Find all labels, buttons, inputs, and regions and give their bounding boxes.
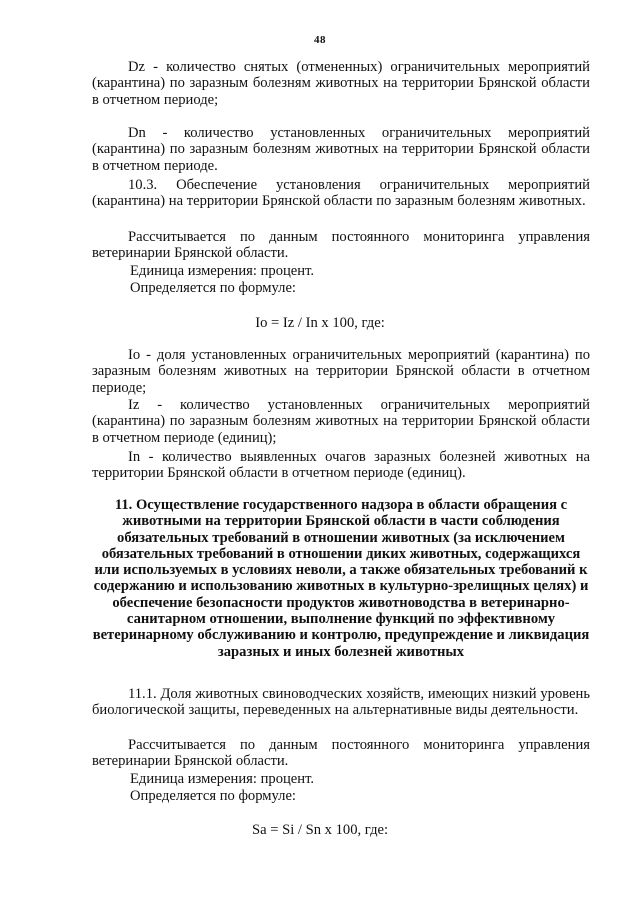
section-11-heading: 11. Осуществление государственного надзора в области обращения с животными на территории Брянской области в части соблюдения обязательных требований в отношении животных (за исключением обязательных требований в отношении диких животных, содержащихся или используемых в условиях неволи, а также обязательных требований к содержанию и использованию животных в культурно-зрелищных целях) и обеспечение безопасности продуктов животноводства в ветеринарно-санитарном отношении, выполнение функций по эффективному ветеринарному обслуживанию и контролю, предупреждение и ликвидация заразных и иных болезней животных	[92, 497, 590, 660]
formula-sa: Sa = Si / Sn x 100, где:	[251, 822, 389, 838]
formula-intro-2: Определяется по формуле:	[130, 788, 296, 804]
section-10-3: 10.3. Обеспечение установления ограничительных мероприятий (карантина) на территории Брянской области по заразным болезням животных.	[92, 177, 590, 210]
section-11-1: 11.1. Доля животных свиноводческих хозяйств, имеющих низкий уровень биологической защиты, переведенных на альтернативные виды деятельности.	[92, 686, 590, 719]
formula-intro-1: Определяется по формуле:	[130, 280, 296, 296]
definition-dz: Dz - количество снятых (отмененных) ограничительных мероприятий (карантина) по заразным болезням животных на территории Брянской области в отчетном периоде;	[92, 59, 590, 108]
calculation-note-2: Рассчитывается по данным постоянного мониторинга управления ветеринарии Брянской области.	[92, 737, 590, 770]
calculation-note-1: Рассчитывается по данным постоянного мониторинга управления ветеринарии Брянской области.	[92, 229, 590, 262]
definition-in: In - количество выявленных очагов заразных болезней животных на территории Брянской области в отчетном периоде (единиц).	[92, 449, 590, 482]
unit-note-2: Единица измерения: процент.	[130, 771, 315, 787]
definition-dn: Dn - количество установленных ограничительных мероприятий (карантина) по заразным болезням животных на территории Брянской области в отчетном периоде.	[92, 125, 590, 174]
formula-io: Io = Iz / In x 100, где:	[255, 315, 385, 331]
unit-note-1: Единица измерения: процент.	[130, 263, 315, 279]
page-number: 48	[314, 34, 326, 46]
definition-io: Io - доля установленных ограничительных мероприятий (карантина) по заразным болезням животных на территории Брянской области в отчетном периоде;	[92, 347, 590, 396]
definition-iz: Iz - количество установленных ограничительных мероприятий (карантина) по заразным болезням животных на территории Брянской области в отчетном периоде (единиц);	[92, 397, 590, 446]
